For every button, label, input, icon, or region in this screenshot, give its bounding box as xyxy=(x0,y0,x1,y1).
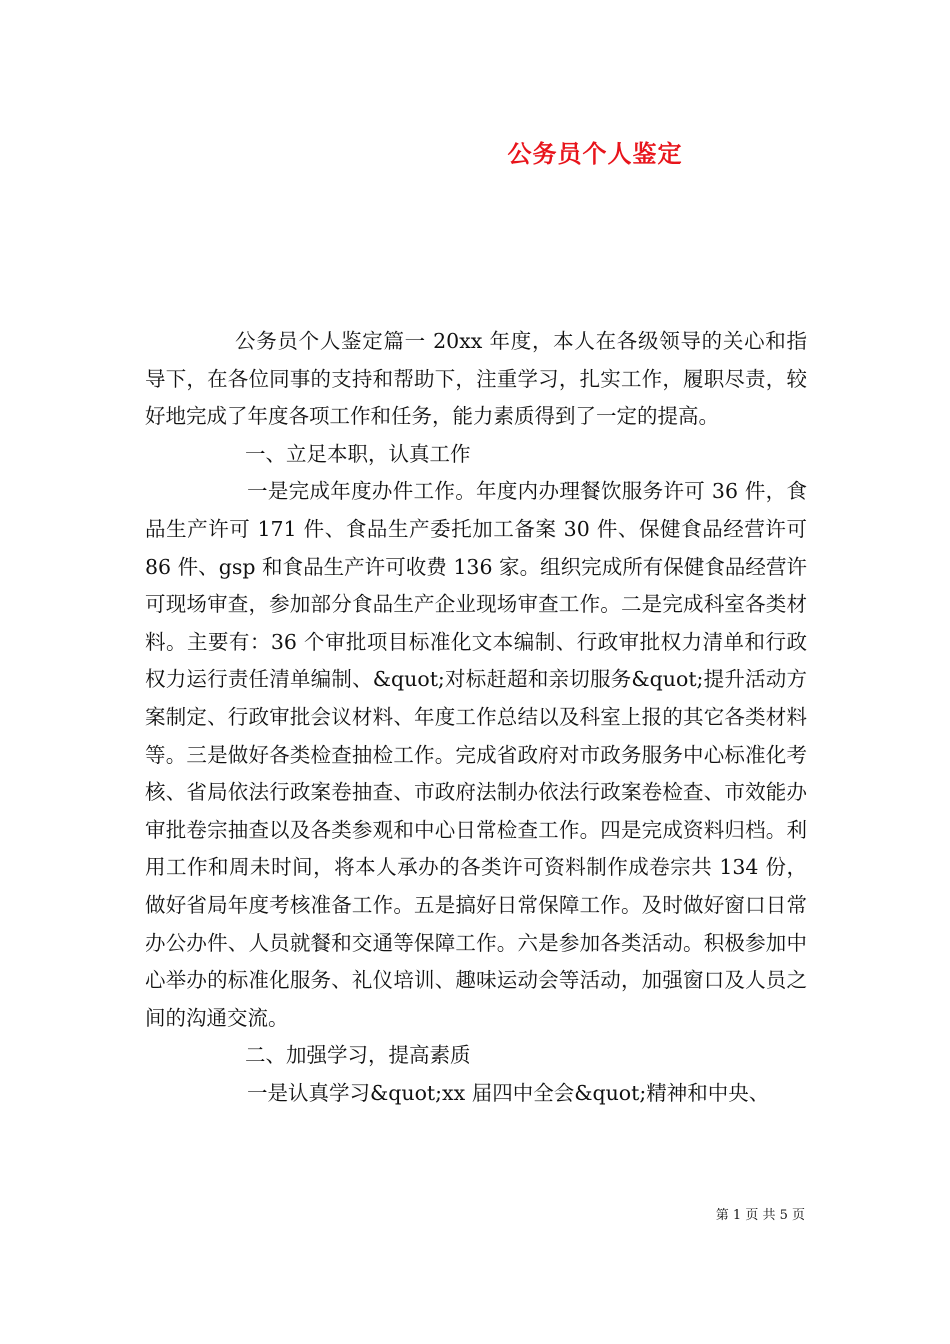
section-heading-2: 二、加强学习，提高素质 xyxy=(245,1043,471,1068)
section-heading-1: 一、立足本职，认真工作 xyxy=(245,441,471,466)
paragraph-study: 一是认真学习&quot;xx 届四中全会&quot;精神和中央、 xyxy=(247,1080,770,1105)
paragraph-work: 一是完成年度办件工作。年度内办理餐饮服务许可 36 件，食品生产许可 171 件、食品生产委托加工备案 30 件、保健食品经营许可 86 件、gsp 和食品生产许可收费 136 家。组织完成所有保健食品经营许可现场审查，参加部分食品生产企业现场审查工作。二是完成科室各类材料。主要有：36 个审批项目标准化文本编制、行政审批权力清单和行政权力运行责任清单编制、&quot;对标赶超和亲切服务&quot;提升活动方案制定、行政审批会议材料、年度工作总结以及科室上报的其它各类材料等。三是做好各类检查抽检工作。完成省政府对市政务服务中心标准化考核、省局依法行政案卷抽查、市政府法制办依法行政案卷检查、市效能办审批卷宗抽查以及各类参观和中心日常检查工作。四是完成资料归档。利用工作和周未时间，将本人承办的各类许可资料制作成卷宗共 134 份，做好省局年度考核准备工作。五是搞好日常保障工作。及时做好窗口日常办公办件、人员就餐和交通等保障工作。六是参加各类活动。积极参加中心举办的标准化服务、礼仪培训、趣味运动会等活动，加强窗口及人员之间的沟通交流。 xyxy=(145,479,807,1030)
document-body xyxy=(145,323,807,1112)
page-number: 第 1 页 共 5 页 xyxy=(715,1208,805,1223)
document-title: 公务员个人鉴定 xyxy=(507,139,683,168)
paragraph-intro: 公务员个人鉴定篇一 20xx 年度，本人在各级领导的关心和指导下，在各位同事的支持和帮助下，注重学习，扎实工作，履职尽责，较好地完成了年度各项工作和任务，能力素质得到了一定的提高。 xyxy=(145,329,807,429)
